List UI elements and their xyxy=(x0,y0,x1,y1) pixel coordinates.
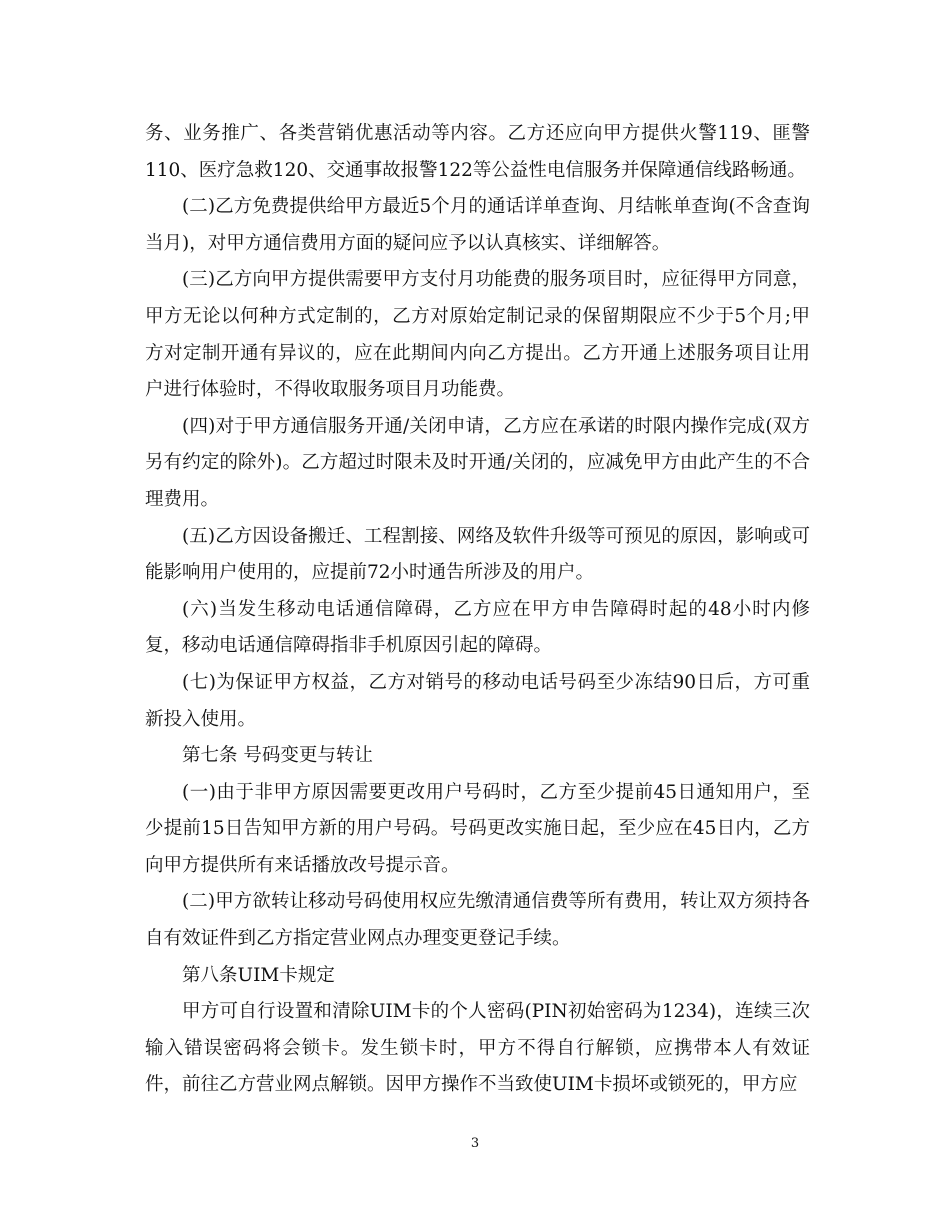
clause-7-paragraph: (七)为保证甲方权益，乙方对销号的移动电话号码至少冻结90日后，方可重新投入使用。 xyxy=(145,671,810,730)
paragraph-continuation: 务、业务推广、各类营销优惠活动等内容。乙方还应向甲方提供火警119、匪警110、医疗急救120、交通事故报警122等公益性电信服务并保障通信线路畅通。 xyxy=(145,123,810,181)
clause-3-paragraph: (三)乙方向甲方提供需要甲方支付月功能费的服务项目时，应征得甲方同意，甲方无论以何种方式定制的，乙方对原始定制记录的保留期限应不少于5个月;甲方对定制开通有异议的，应在此期间内向乙方提出。乙方开通上述服务项目让用户进行体验时，不得收取服务项目月功能费。 xyxy=(145,269,810,401)
article-7-clause-2-paragraph: (二)甲方欲转让移动号码使用权应先缴清通信费等所有费用，转让双方须持各自有效证件到乙方指定营业网点办理变更登记手续。 xyxy=(145,891,810,950)
article-7-clause-1-paragraph: (一)由于非甲方原因需要更改用户号码时，乙方至少提前45日通知用户，至少提前15日告知甲方新的用户号码。号码更改实施日起，至少应在45日内，乙方向甲方提供所有来话播放改号提示音。 xyxy=(145,781,810,876)
article-8-heading: 第八条UIM卡规定 xyxy=(182,964,335,986)
page-number: 3 xyxy=(470,1136,480,1151)
clause-6-paragraph: (六)当发生移动电话通信障碍，乙方应在甲方申告障碍时起的48小时内修复，移动电话通信障碍指非手机原因引起的障碍。 xyxy=(145,598,810,657)
document-body xyxy=(145,116,810,1104)
article-7-heading: 第七条 号码变更与转让 xyxy=(182,745,373,767)
clause-4-paragraph: (四)对于甲方通信服务开通/关闭申请，乙方应在承诺的时限内操作完成(双方另有约定的除外)。乙方超过时限未及时开通/关闭的，应减免甲方由此产生的不合理费用。 xyxy=(145,415,810,510)
article-8-paragraph: 甲方可自行设置和清除UIM卡的个人密码(PIN初始密码为1234)，连续三次输入错误密码将会锁卡。发生锁卡时，甲方不得自行解锁，应携带本人有效证件，前往乙方营业网点解锁。因甲方操作不当致使UIM卡损坏或锁死的，甲方应 xyxy=(145,1001,810,1096)
clause-5-paragraph: (五)乙方因设备搬迁、工程割接、网络及软件升级等可预见的原因，影响或可能影响用户使用的，应提前72小时通告所涉及的用户。 xyxy=(145,525,810,584)
clause-2-paragraph: (二)乙方免费提供给甲方最近5个月的通话详单查询、月结帐单查询(不含查询当月)，对甲方通信费用方面的疑问应予以认真核实、详细解答。 xyxy=(145,196,810,254)
